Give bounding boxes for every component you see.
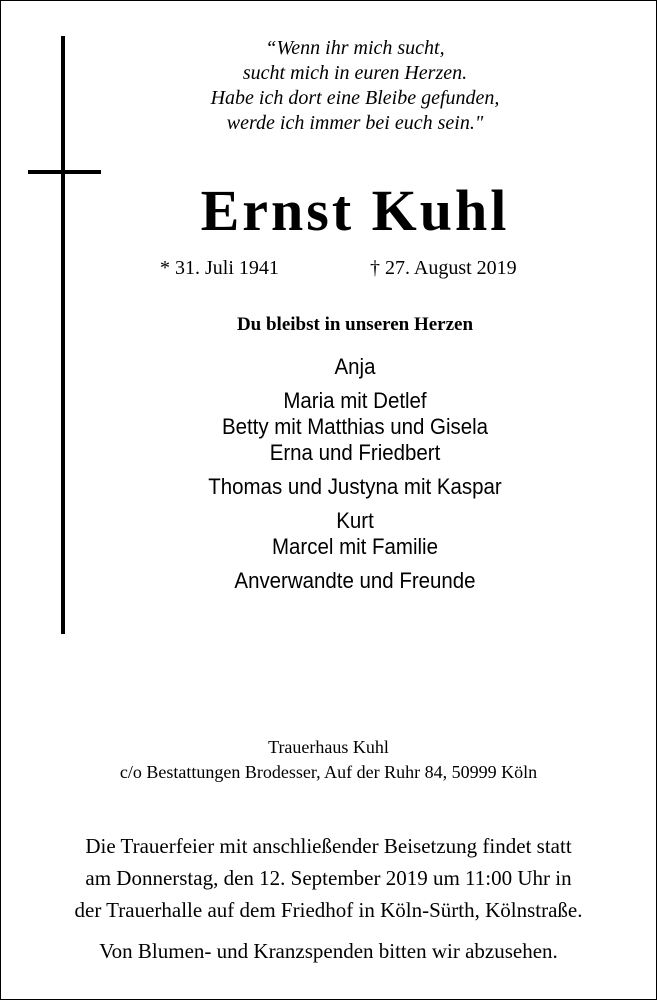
birth-date: * 31. Juli 1941 <box>160 257 279 279</box>
memorial-quote <box>100 36 610 136</box>
ceremony-info <box>10 830 647 926</box>
mourner-line: Marcel mit Familie <box>272 534 438 559</box>
address-line: Trauerhaus Kuhl <box>268 737 389 757</box>
mourning-address <box>40 735 617 785</box>
mourner-group <box>100 388 610 466</box>
mourner-group <box>100 354 610 380</box>
ceremony-line: der Trauerhalle auf dem Friedhof in Köln-Sürth, Kölnstraße. <box>74 898 583 922</box>
mourner-group <box>100 568 610 594</box>
mourner-line: Anverwandte und Freunde <box>234 568 476 593</box>
mourner-group <box>100 474 610 500</box>
cross-horizontal-bar <box>28 170 101 174</box>
mourners-list <box>100 354 610 602</box>
death-date: † 27. August 2019 <box>370 257 517 279</box>
address-line: c/o Bestattungen Brodesser, Auf der Ruhr 84, 50999 Köln <box>119 762 538 782</box>
mourner-line: Anja <box>334 354 376 379</box>
mourner-line: Thomas und Justyna mit Kaspar <box>208 474 502 499</box>
ceremony-line: Die Trauerfeier mit anschließender Beisetzung findet statt <box>85 834 572 858</box>
mourners-heading: Du bleibst in unseren Herzen <box>236 314 474 335</box>
quote-line: sucht mich in euren Herzen. <box>242 62 468 84</box>
quote-line: werde ich immer bei euch sein." <box>226 112 484 134</box>
mourner-line: Betty mit Matthias und Gisela <box>221 414 489 439</box>
ceremony-line: am Donnerstag, den 12. September 2019 um 11:00 Uhr in <box>85 866 572 890</box>
flowers-note: Von Blumen- und Kranzspenden bitten wir abzusehen. <box>99 939 558 963</box>
quote-line: “Wenn ihr mich sucht, <box>265 37 445 59</box>
mourner-line: Maria mit Detlef <box>283 388 427 413</box>
cross-vertical-bar <box>61 36 65 634</box>
deceased-name: Ernst Kuhl <box>200 178 510 243</box>
quote-line: Habe ich dort eine Bleibe gefunden, <box>210 87 500 109</box>
mourner-group <box>100 508 610 560</box>
mourner-line: Erna und Friedbert <box>269 440 441 465</box>
mourner-line: Kurt <box>336 508 374 533</box>
